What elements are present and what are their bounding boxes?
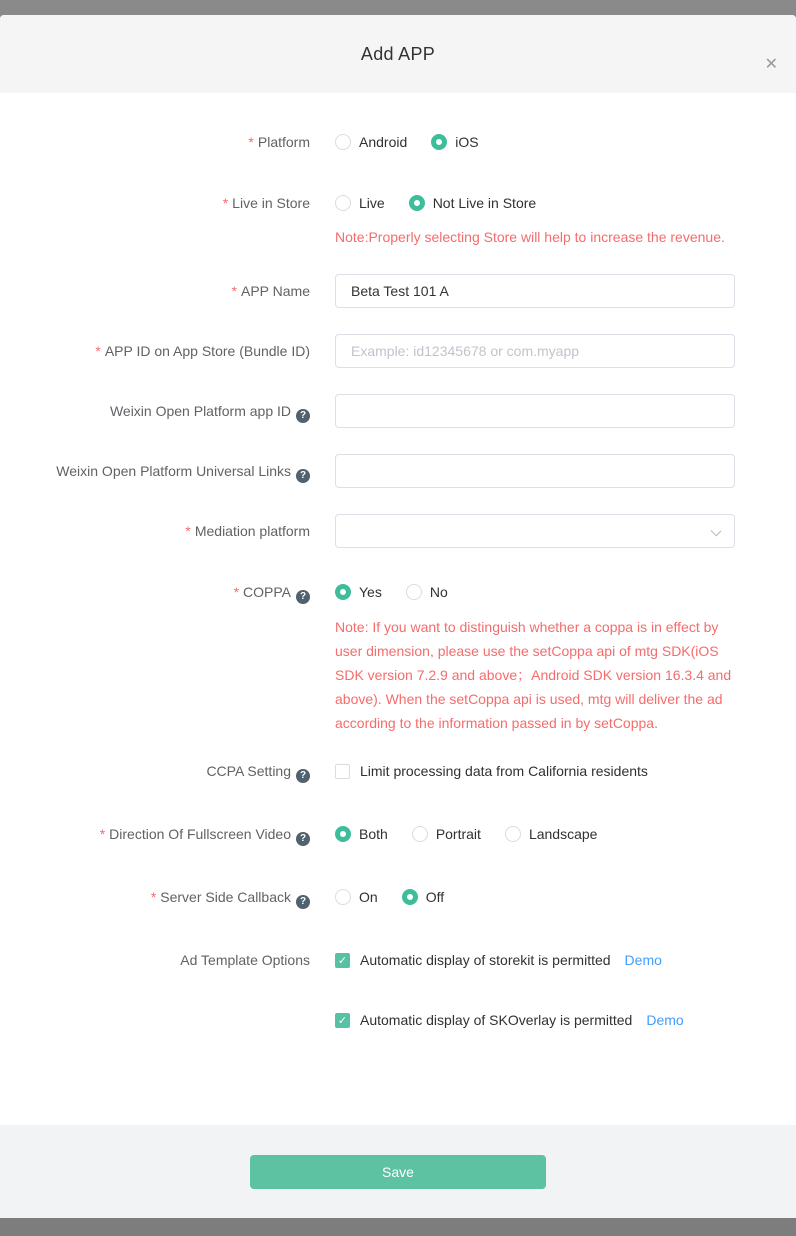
- modal-title: Add APP: [360, 43, 436, 64]
- radio-checked-icon: [402, 889, 418, 905]
- direction-label: * Direction Of Fullscreen Video ?: [0, 825, 310, 846]
- app-id-label: * APP ID on App Store (Bundle ID): [95, 343, 310, 359]
- coppa-option-yes[interactable]: Yes: [335, 583, 382, 601]
- weixin-app-id-row: [0, 394, 796, 428]
- coppa-label: * COPPA ?: [0, 583, 310, 604]
- ccpa-row: [0, 762, 796, 783]
- app-id-row: [0, 334, 796, 368]
- radio-unchecked-icon: [335, 134, 351, 150]
- required-marker: *: [231, 283, 237, 299]
- app-name-label: * APP Name: [231, 283, 310, 299]
- weixin-universal-links-label: Weixin Open Platform Universal Links ?: [0, 454, 310, 488]
- coppa-radio-group: [335, 583, 745, 601]
- server-callback-label: * Server Side Callback ?: [0, 888, 310, 909]
- coppa-note: Note: If you want to distinguish whether a coppa is in effect by user dimension, please use the setCoppa api of mtg SDK(iOS SDK version 7.2.9 and above；Android SDK version 16.3.4 and above). When the setCoppa api is used, mtg will deliver the ad according to the information passed in by setCoppa.: [335, 619, 732, 731]
- add-app-form: [0, 93, 796, 1125]
- help-icon[interactable]: ?: [296, 769, 310, 783]
- live-in-store-note: Note:Properly selecting Store will help to increase the revenue.: [335, 229, 725, 245]
- coppa-row: [0, 583, 796, 762]
- chevron-down-icon: [711, 526, 722, 537]
- checkbox-checked-icon: ✓: [335, 953, 350, 968]
- direction-radio-group: [335, 825, 735, 843]
- modal-footer: [0, 1125, 796, 1218]
- weixin-universal-links-row: [0, 454, 796, 488]
- live-in-store-label: * Live in Store: [222, 195, 310, 211]
- server-callback-option-off[interactable]: Off: [402, 888, 444, 906]
- add-app-modal: [0, 15, 796, 1218]
- ad-template-row-storekit: [0, 951, 796, 969]
- storekit-checkbox[interactable]: ✓ Automatic display of storekit is permitted Demo: [335, 951, 735, 969]
- radio-unchecked-icon: [406, 584, 422, 600]
- page-background-top: [0, 0, 796, 15]
- direction-option-landscape[interactable]: Landscape: [505, 825, 598, 843]
- app-id-input[interactable]: [335, 334, 735, 368]
- radio-checked-icon: [431, 134, 447, 150]
- ad-template-row-skoverlay: [0, 1011, 796, 1029]
- page-background-bottom: [0, 1218, 796, 1236]
- required-marker: *: [150, 889, 157, 905]
- mediation-platform-label: * Mediation platform: [185, 523, 310, 539]
- coppa-option-no[interactable]: No: [406, 583, 448, 601]
- radio-checked-icon: [335, 584, 351, 600]
- app-name-input[interactable]: [335, 274, 735, 308]
- help-icon[interactable]: ?: [296, 895, 310, 909]
- required-marker: *: [248, 134, 254, 150]
- radio-checked-icon: [409, 195, 425, 211]
- required-marker: *: [222, 195, 229, 211]
- radio-unchecked-icon: [335, 889, 351, 905]
- skoverlay-checkbox[interactable]: ✓ Automatic display of SKOverlay is permitted Demo: [335, 1011, 735, 1029]
- help-icon[interactable]: ?: [296, 832, 310, 846]
- server-callback-row: [0, 888, 796, 909]
- help-icon[interactable]: ?: [296, 409, 310, 423]
- ad-template-label: Ad Template Options: [180, 952, 310, 968]
- radio-unchecked-icon: [505, 826, 521, 842]
- help-icon[interactable]: ?: [296, 590, 310, 604]
- modal-header: [0, 15, 796, 93]
- server-callback-option-on[interactable]: On: [335, 888, 378, 906]
- required-marker: *: [99, 826, 106, 842]
- platform-radio-group: [335, 133, 735, 151]
- live-in-store-radio-group: [335, 194, 745, 212]
- mediation-platform-row: [0, 514, 796, 548]
- radio-unchecked-icon: [412, 826, 428, 842]
- live-in-store-row: [0, 194, 796, 274]
- weixin-universal-links-input[interactable]: [335, 454, 735, 488]
- help-icon[interactable]: ?: [296, 469, 310, 483]
- close-icon[interactable]: ✕: [764, 56, 778, 73]
- weixin-app-id-label: Weixin Open Platform app ID ?: [0, 394, 310, 428]
- direction-option-portrait[interactable]: Portrait: [412, 825, 481, 843]
- required-marker: *: [233, 584, 240, 600]
- checkbox-checked-icon: ✓: [335, 1013, 350, 1028]
- required-marker: *: [95, 343, 101, 359]
- ccpa-label: CCPA Setting ?: [0, 762, 310, 783]
- app-name-row: [0, 274, 796, 308]
- skoverlay-demo-link[interactable]: Demo: [646, 1012, 684, 1028]
- platform-row: [0, 133, 796, 151]
- platform-option-android[interactable]: Android: [335, 133, 407, 151]
- mediation-platform-select[interactable]: [335, 514, 735, 548]
- direction-option-both[interactable]: Both: [335, 825, 388, 843]
- radio-checked-icon: [335, 826, 351, 842]
- checkbox-unchecked-icon: [335, 764, 350, 779]
- weixin-app-id-input[interactable]: [335, 394, 735, 428]
- platform-label: * Platform: [248, 134, 310, 150]
- ccpa-checkbox[interactable]: Limit processing data from California residents: [335, 762, 735, 780]
- live-option-not-live[interactable]: Not Live in Store: [409, 194, 537, 212]
- platform-option-ios[interactable]: iOS: [431, 133, 478, 151]
- required-marker: *: [185, 523, 191, 539]
- server-callback-radio-group: [335, 888, 735, 906]
- save-button[interactable]: Save: [250, 1155, 546, 1189]
- live-option-live[interactable]: Live: [335, 194, 385, 212]
- direction-row: [0, 825, 796, 846]
- radio-unchecked-icon: [335, 195, 351, 211]
- storekit-demo-link[interactable]: Demo: [624, 952, 662, 968]
